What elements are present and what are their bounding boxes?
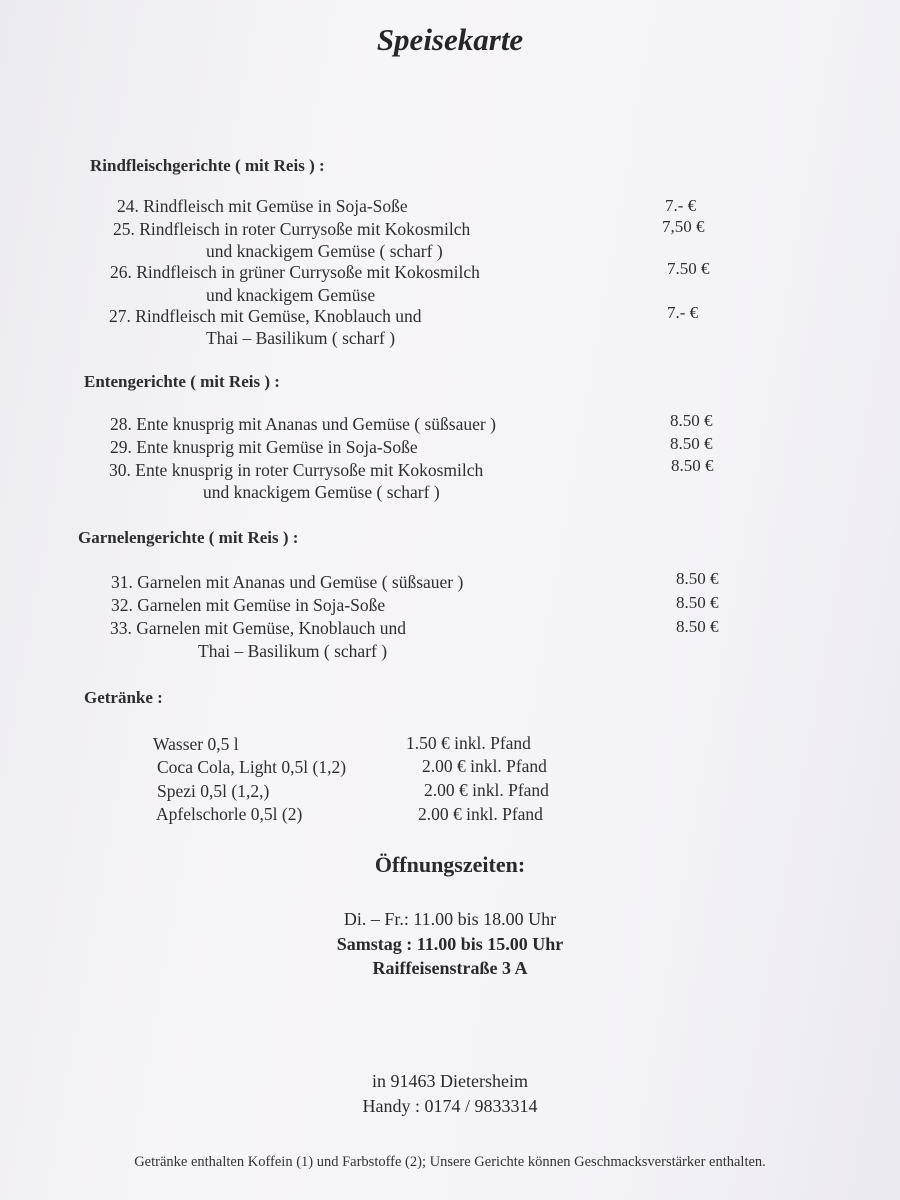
drink-item-spezi: Spezi 0,5l (1,2,)	[157, 781, 270, 801]
drink-item-cola: Coca Cola, Light 0,5l (1,2)	[157, 757, 347, 777]
opening-hours-weekdays: Di. – Fr.: 11.00 bis 18.00 Uhr	[343, 909, 557, 929]
menu-item-27-line2: Thai – Basilikum ( scharf )	[206, 328, 396, 348]
menu-item-25-line2: und knackigem Gemüse ( scharf )	[206, 241, 443, 261]
section-heading-beef: Rindfleischgerichte ( mit Reis ) :	[90, 156, 325, 175]
menu-item-27: 27. Rindfleisch mit Gemüse, Knoblauch und	[109, 306, 422, 326]
menu-item-31: 31. Garnelen mit Ananas und Gemüse ( süßsauer )	[111, 572, 464, 592]
page-title: Speisekarte	[376, 22, 524, 57]
menu-item-30-price: 8.50 €	[671, 456, 714, 475]
address-street: Raiffeisenstraße 3 A	[372, 958, 528, 978]
drink-item-water-price: 1.50 € inkl. Pfand	[406, 733, 531, 753]
phone-number: Handy : 0174 / 9833314	[362, 1096, 538, 1116]
menu-item-31-price: 8.50 €	[676, 569, 719, 588]
menu-item-27-price: 7.- €	[667, 303, 699, 322]
menu-item-29: 29. Ente knusprig mit Gemüse in Soja-Soße	[110, 437, 418, 457]
menu-item-33: 33. Garnelen mit Gemüse, Knoblauch und	[110, 618, 406, 638]
menu-item-30-line2: und knackigem Gemüse ( scharf )	[203, 482, 440, 502]
menu-item-24: 24. Rindfleisch mit Gemüse in Soja-Soße	[117, 196, 408, 216]
menu-item-29-price: 8.50 €	[670, 434, 713, 453]
menu-item-32-price: 8.50 €	[676, 593, 719, 612]
menu-item-28-price: 8.50 €	[670, 411, 713, 430]
drink-item-apfelschorle-price: 2.00 € inkl. Pfand	[418, 804, 543, 824]
menu-item-25: 25. Rindfleisch in roter Currysoße mit Kokosmilch	[113, 219, 471, 239]
footnote: Getränke enthalten Koffein (1) und Farbstoffe (2); Unsere Gerichte können Geschmacksverstärker enthalten.	[134, 1154, 766, 1170]
address-city: in 91463 Dietersheim	[372, 1071, 528, 1091]
section-heading-drinks: Getränke :	[84, 688, 163, 707]
drink-item-cola-price: 2.00 € inkl. Pfand	[422, 756, 547, 776]
menu-item-28: 28. Ente knusprig mit Ananas und Gemüse ( süßsauer )	[110, 414, 496, 434]
menu-item-30: 30. Ente knusprig in roter Currysoße mit Kokosmilch	[109, 460, 484, 480]
menu-item-26: 26. Rindfleisch in grüner Currysoße mit Kokosmilch	[110, 262, 480, 282]
menu-item-32: 32. Garnelen mit Gemüse in Soja-Soße	[111, 595, 386, 615]
opening-hours-saturday: Samstag : 11.00 bis 15.00 Uhr	[336, 934, 564, 954]
menu-item-33-price: 8.50 €	[676, 617, 719, 636]
drink-item-spezi-price: 2.00 € inkl. Pfand	[424, 780, 549, 800]
opening-hours-title: Öffnungszeiten:	[374, 852, 526, 877]
menu-item-26-line2: und knackigem Gemüse	[206, 285, 376, 305]
menu-item-25-price: 7,50 €	[662, 217, 705, 236]
menu-item-24-price: 7.- €	[665, 196, 697, 215]
section-heading-shrimp: Garnelengerichte ( mit Reis ) :	[78, 528, 299, 547]
menu-item-33-line2: Thai – Basilikum ( scharf )	[198, 641, 388, 661]
drink-item-apfelschorle: Apfelschorle 0,5l (2)	[156, 804, 303, 824]
section-heading-duck: Entengerichte ( mit Reis ) :	[84, 372, 280, 391]
drink-item-water: Wasser 0,5 l	[153, 734, 239, 754]
menu-item-26-price: 7.50 €	[667, 259, 710, 278]
